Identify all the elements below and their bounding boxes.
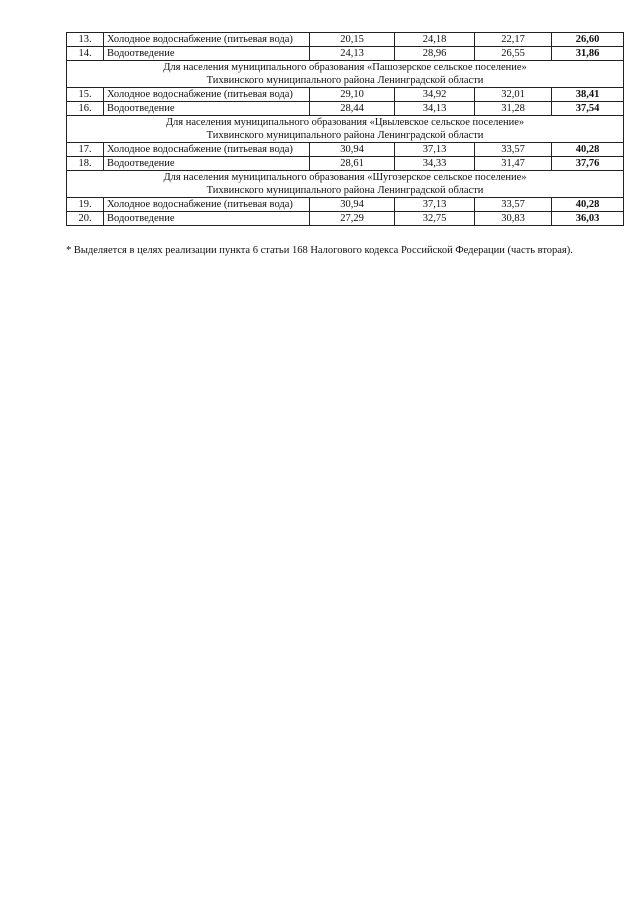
tariff-value: 34,92 <box>395 88 475 102</box>
service-name: Холодное водоснабжение (питьевая вода) <box>104 143 310 157</box>
row-number: 14. <box>67 47 104 61</box>
tariff-value: 33,57 <box>475 198 552 212</box>
service-name: Холодное водоснабжение (питьевая вода) <box>104 33 310 47</box>
tariff-value: 30,94 <box>310 143 395 157</box>
service-name: Холодное водоснабжение (питьевая вода) <box>104 88 310 102</box>
tariff-value: 22,17 <box>475 33 552 47</box>
tariff-value: 37,13 <box>395 198 475 212</box>
tariff-value: 36,03 <box>552 212 624 226</box>
tariff-value: 34,33 <box>395 157 475 171</box>
section-heading <box>67 171 624 198</box>
tariff-value: 37,13 <box>395 143 475 157</box>
tariff-value: 28,96 <box>395 47 475 61</box>
tariff-value: 24,18 <box>395 33 475 47</box>
tariff-value: 28,44 <box>310 102 395 116</box>
service-name: Водоотведение <box>104 212 310 226</box>
tariff-table <box>66 32 624 226</box>
tariff-value: 32,01 <box>475 88 552 102</box>
row-number: 19. <box>67 198 104 212</box>
section-heading-line: Для населения муниципального образования «Шугозерское сельское поселение» <box>163 172 527 183</box>
table-row <box>67 143 624 157</box>
tariff-value: 24,13 <box>310 47 395 61</box>
row-number: 13. <box>67 33 104 47</box>
section-heading-line: Тихвинского муниципального района Ленинградской области <box>206 130 484 141</box>
section-heading <box>67 116 624 143</box>
tariff-value: 30,94 <box>310 198 395 212</box>
tariff-value: 31,28 <box>475 102 552 116</box>
row-number: 18. <box>67 157 104 171</box>
tariff-value: 29,10 <box>310 88 395 102</box>
tariff-value: 32,75 <box>395 212 475 226</box>
table-row <box>67 47 624 61</box>
section-row <box>67 116 624 143</box>
section-heading-line: Для населения муниципального образования «Цвылевское сельское поселение» <box>165 117 525 128</box>
section-heading-line: Тихвинского муниципального района Ленинградской области <box>206 75 484 86</box>
row-number: 16. <box>67 102 104 116</box>
section-heading-line: Тихвинского муниципального района Ленинградской области <box>206 185 484 196</box>
section-heading <box>67 61 624 88</box>
section-heading-line: Для населения муниципального образования «Пашозерское сельское поселение» <box>163 62 527 73</box>
tariff-value: 38,41 <box>552 88 624 102</box>
table-row <box>67 33 624 47</box>
tariff-value: 40,28 <box>552 143 624 157</box>
row-number: 17. <box>67 143 104 157</box>
footnote: * Выделяется в целях реализации пункта 6 статьи 168 Налогового кодекса Российской Федерации (часть вторая). <box>66 245 573 256</box>
tariff-value: 30,83 <box>475 212 552 226</box>
tariff-value: 20,15 <box>310 33 395 47</box>
tariff-value: 31,86 <box>552 47 624 61</box>
table-row <box>67 212 624 226</box>
tariff-value: 40,28 <box>552 198 624 212</box>
tariff-value: 31,47 <box>475 157 552 171</box>
table-row <box>67 88 624 102</box>
row-number: 15. <box>67 88 104 102</box>
service-name: Водоотведение <box>104 47 310 61</box>
tariff-value: 26,60 <box>552 33 624 47</box>
service-name: Водоотведение <box>104 102 310 116</box>
service-name: Холодное водоснабжение (питьевая вода) <box>104 198 310 212</box>
section-row <box>67 61 624 88</box>
tariff-value: 34,13 <box>395 102 475 116</box>
table-row <box>67 198 624 212</box>
tariff-value: 37,76 <box>552 157 624 171</box>
service-name: Водоотведение <box>104 157 310 171</box>
table-row <box>67 102 624 116</box>
tariff-value: 26,55 <box>475 47 552 61</box>
section-row <box>67 171 624 198</box>
tariff-value: 28,61 <box>310 157 395 171</box>
tariff-value: 33,57 <box>475 143 552 157</box>
table-row <box>67 157 624 171</box>
tariff-value: 27,29 <box>310 212 395 226</box>
tariff-value: 37,54 <box>552 102 624 116</box>
row-number: 20. <box>67 212 104 226</box>
